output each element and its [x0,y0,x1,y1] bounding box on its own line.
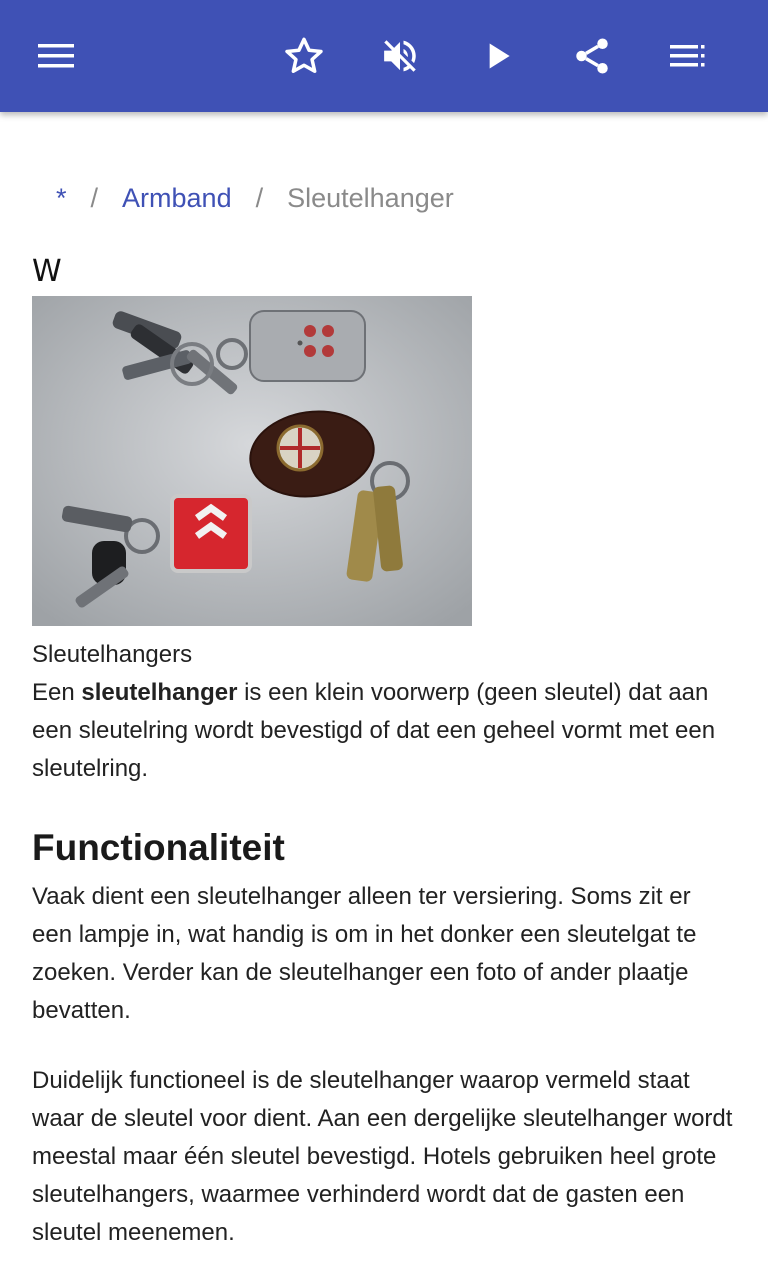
intro-text: Een [32,679,82,706]
body-paragraph: Vaak dient een sleutelhanger alleen ter versiering. Soms zit er een lampje in, wat handig is om in het donker een sleutelgat te zoeken. Verder kan de sleutelhanger een foto of ander plaatje bevatten. [32,883,697,1024]
star-outline-icon [283,35,325,77]
menu-button[interactable] [24,24,88,88]
mute-button[interactable] [368,24,432,88]
volume-mute-icon [379,35,421,77]
play-icon [478,36,518,76]
playlist-icon [668,36,708,76]
body-paragraph: Duidelijk functioneel is de sleutelhanger waarop vermeld staat waar de sleutel voor dient. Aan een dergelijke sleutelhanger wordt meestal maar één sleutel bevestigd. Hotels gebruiken heel grote sleutelhangers, waarmee verhinderd wordt dat de gasten een sleutel meenemen. [32,1067,733,1246]
article-content [32,252,736,1252]
breadcrumb-parent[interactable]: Armband [122,182,232,213]
share-icon [571,35,613,77]
favorite-button[interactable] [272,24,336,88]
menu-icon [36,36,76,76]
playlist-button[interactable] [656,24,720,88]
share-button[interactable] [560,24,624,88]
breadcrumb-current: Sleutelhanger [287,182,454,213]
image-caption: Sleutelhangers [32,641,193,668]
wikipedia-source-icon: W [32,254,61,289]
app-bar [0,0,768,112]
breadcrumb [32,176,454,220]
breadcrumb-home[interactable]: * [56,182,67,213]
play-button[interactable] [466,24,530,88]
intro-text: is een klein voorwerp (geen sleutel) dat aan een sleutelring wordt bevestigd of dat een geheel vormt met een sleutelring. [32,679,716,782]
intro-paragraph [32,674,736,788]
breadcrumb-separator: / [255,182,264,213]
section-heading: Functionaliteit [32,827,285,868]
keychains-photo[interactable] [32,296,472,626]
breadcrumb-separator: / [90,182,99,213]
intro-term: sleutelhanger [81,679,238,706]
